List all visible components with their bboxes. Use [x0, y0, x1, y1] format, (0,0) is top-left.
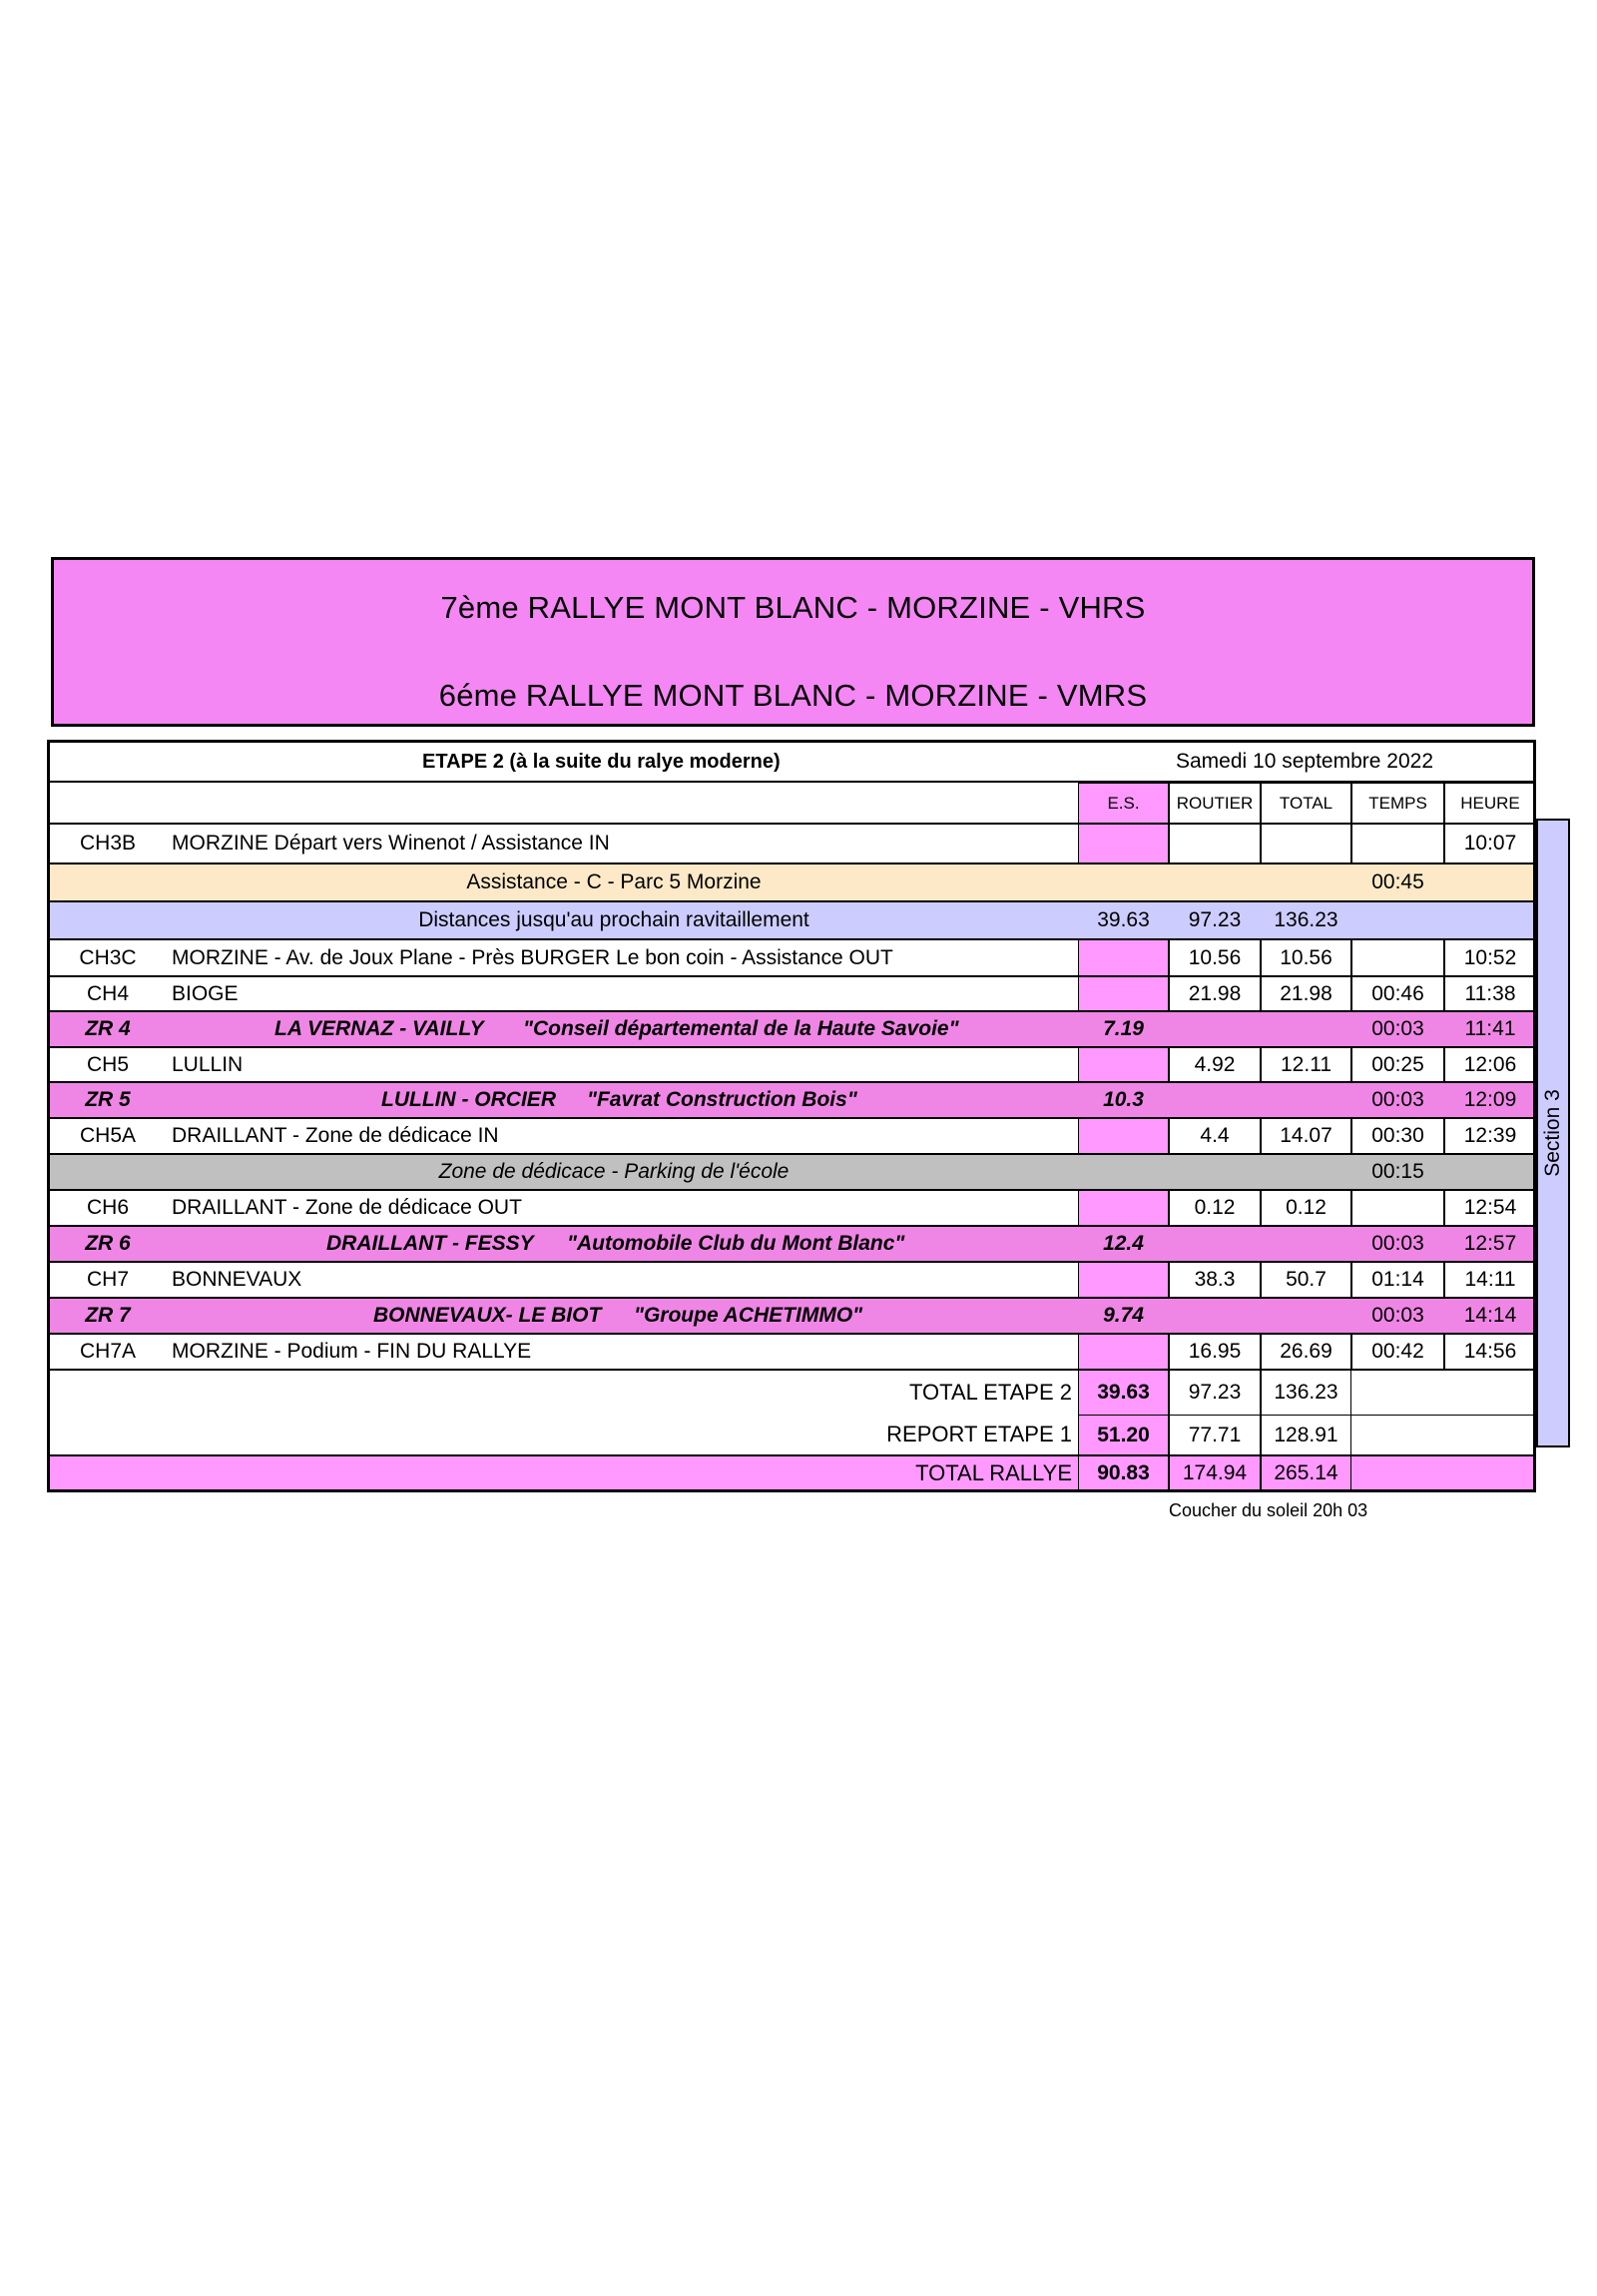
row-es	[1078, 825, 1169, 862]
zr-code: ZR 5	[85, 1088, 131, 1111]
row-label: DRAILLANT - Zone de dédicace OUT	[172, 1196, 522, 1219]
row-es	[1078, 1191, 1169, 1225]
zr-temps: 00:03	[1371, 1088, 1424, 1111]
row-label: MORZINE - Av. de Joux Plane - Près BURGER Le bon coin - Assistance OUT	[172, 945, 893, 969]
etape-title: ETAPE 2 (à la suite du ralye moderne)	[422, 750, 781, 773]
row-label: DRAILLANT - Zone de dédicace IN	[172, 1124, 499, 1147]
itinerary-table	[47, 740, 1536, 1492]
row-es	[1078, 977, 1169, 1010]
row-routier: 16.95	[1169, 1335, 1261, 1369]
zr-heure: 12:57	[1463, 1232, 1517, 1255]
table-row	[50, 1119, 1533, 1155]
row-label: LULLIN	[172, 1052, 244, 1076]
row-label: MORZINE Départ vers Winenot / Assistance IN	[172, 832, 610, 855]
row-routier: 38.3	[1169, 1263, 1261, 1297]
row-routier: 4.92	[1169, 1048, 1261, 1081]
row-temps: 00:46	[1351, 977, 1444, 1010]
row-label: BIOGE	[172, 981, 239, 1005]
row-heure: 12:54	[1444, 1191, 1536, 1225]
row-heure: 11:38	[1444, 977, 1536, 1010]
row-es	[1078, 1263, 1169, 1297]
row-heure: 14:56	[1444, 1335, 1536, 1369]
row-es	[1078, 940, 1169, 975]
zr-name: DRAILLANT - FESSY	[326, 1232, 534, 1255]
row-code: CH6	[86, 1196, 129, 1219]
row-heure: 10:07	[1444, 825, 1536, 862]
row-total: 50.7	[1261, 1263, 1351, 1297]
zr-es: 10.3	[1103, 1088, 1144, 1111]
zr-sponsor: "Conseil départemental de la Haute Savoie"	[523, 1017, 959, 1040]
row-total	[1261, 825, 1351, 862]
table-row	[50, 1191, 1533, 1227]
row-temps	[1351, 940, 1444, 975]
zr-row	[50, 1012, 1533, 1048]
column-header-row	[50, 783, 1533, 823]
col-heure: HEURE	[1444, 783, 1536, 823]
assistance-row	[50, 864, 1533, 902]
zr-row	[50, 1299, 1533, 1335]
row-es	[1078, 1335, 1169, 1369]
row-temps	[1351, 825, 1444, 862]
zr-es: 7.19	[1103, 1017, 1144, 1040]
table-row	[50, 1335, 1533, 1371]
zr-sponsor: "Favrat Construction Bois"	[587, 1088, 857, 1111]
table-row	[50, 1048, 1533, 1083]
zr-temps: 00:03	[1371, 1304, 1424, 1327]
row-code: CH7	[86, 1268, 129, 1291]
zr-heure: 11:41	[1464, 1017, 1516, 1040]
zone-row	[50, 1155, 1533, 1191]
title-banner	[51, 557, 1535, 727]
row-total: 21.98	[1261, 977, 1351, 1010]
row-temps: 00:30	[1351, 1119, 1444, 1153]
total-total: 136.23	[1261, 1371, 1351, 1415]
title-vmrs: 6éme RALLYE MONT BLANC - MORZINE - VMRS	[438, 678, 1148, 713]
row-routier: 21.98	[1169, 977, 1261, 1010]
total-rallye-row	[50, 1456, 1533, 1489]
table-row	[50, 940, 1533, 977]
row-routier: 4.4	[1169, 1119, 1261, 1153]
report-spacer	[1351, 1415, 1536, 1454]
total-es: 39.63	[1078, 1371, 1169, 1415]
etape-title-row	[50, 743, 1533, 783]
total-etape2-row	[50, 1371, 1533, 1415]
row-es	[1078, 1048, 1169, 1081]
distances-label: Distances jusqu'au prochain ravitaillement	[418, 908, 809, 931]
rallye-routier: 174.94	[1169, 1456, 1261, 1489]
zr-row	[50, 1083, 1533, 1119]
zr-name: BONNEVAUX- LE BIOT	[373, 1304, 602, 1327]
zr-row	[50, 1227, 1533, 1263]
table-row	[50, 823, 1533, 864]
row-code: CH5A	[79, 1124, 137, 1147]
rallye-es: 90.83	[1078, 1456, 1169, 1489]
col-temps: TEMPS	[1351, 783, 1444, 823]
report-total: 128.91	[1261, 1415, 1351, 1454]
zr-sponsor: "Automobile Club du Mont Blanc"	[567, 1232, 905, 1255]
etape-date: Samedi 10 septembre 2022	[1176, 750, 1433, 773]
row-heure: 14:11	[1444, 1263, 1536, 1297]
row-temps: 01:14	[1351, 1263, 1444, 1297]
row-label: BONNEVAUX	[172, 1268, 302, 1291]
zr-sponsor: "Groupe ACHETIMMO"	[634, 1304, 863, 1327]
zone-temps: 00:15	[1371, 1160, 1424, 1183]
row-heure: 12:39	[1444, 1119, 1536, 1153]
rallye-total: 265.14	[1261, 1456, 1351, 1489]
total-routier: 97.23	[1169, 1371, 1261, 1415]
row-code: CH5	[86, 1052, 129, 1076]
row-total: 10.56	[1261, 940, 1351, 975]
report-es: 51.20	[1078, 1415, 1169, 1454]
row-label: MORZINE - Podium - FIN DU RALLYE	[172, 1340, 532, 1363]
distances-es: 39.63	[1097, 908, 1150, 931]
distances-row	[50, 902, 1533, 940]
row-heure: 12:06	[1444, 1048, 1536, 1081]
row-heure: 10:52	[1444, 940, 1536, 975]
row-temps	[1351, 1191, 1444, 1225]
zr-heure: 14:14	[1463, 1304, 1517, 1327]
zr-temps: 00:03	[1371, 1017, 1424, 1040]
col-es: E.S.	[1078, 783, 1169, 823]
row-es	[1078, 1119, 1169, 1153]
zone-label: Zone de dédicace - Parking de l'école	[438, 1160, 790, 1183]
section-3-tab	[1536, 819, 1570, 1447]
row-total: 26.69	[1261, 1335, 1351, 1369]
col-routier: ROUTIER	[1169, 783, 1261, 823]
table-row	[50, 977, 1533, 1012]
report-etape1-row	[50, 1415, 1533, 1456]
row-code: CH3C	[79, 945, 137, 969]
zr-heure: 12:09	[1463, 1088, 1517, 1111]
sunset-note: Coucher du soleil 20h 03	[1169, 1500, 1368, 1520]
rallye-label: TOTAL RALLYE	[915, 1459, 1072, 1485]
zr-name: LA VERNAZ - VAILLY	[274, 1017, 484, 1040]
total-label: TOTAL ETAPE 2	[908, 1380, 1072, 1405]
row-temps: 00:25	[1351, 1048, 1444, 1081]
report-routier: 77.71	[1169, 1415, 1261, 1454]
row-routier	[1169, 825, 1261, 862]
assistance-temps: 00:45	[1371, 870, 1424, 893]
distances-total: 136.23	[1274, 908, 1338, 931]
section-3-label: Section 3	[1541, 1089, 1564, 1177]
row-total: 14.07	[1261, 1119, 1351, 1153]
report-label: REPORT ETAPE 1	[886, 1422, 1072, 1446]
title-vhrs: 7ème RALLYE MONT BLANC - MORZINE - VHRS	[440, 590, 1146, 625]
row-total: 0.12	[1261, 1191, 1351, 1225]
row-routier: 0.12	[1169, 1191, 1261, 1225]
zr-code: ZR 7	[85, 1304, 131, 1327]
zr-code: ZR 4	[85, 1017, 131, 1040]
zr-es: 9.74	[1103, 1304, 1144, 1327]
assistance-label: Assistance - C - Parc 5 Morzine	[466, 870, 762, 893]
distances-routier: 97.23	[1188, 908, 1242, 931]
row-code: CH7A	[79, 1340, 137, 1363]
table-row	[50, 1263, 1533, 1299]
row-code: CH4	[86, 981, 129, 1005]
zr-name: LULLIN - ORCIER	[381, 1088, 556, 1111]
zr-code: ZR 6	[85, 1232, 131, 1255]
row-routier: 10.56	[1169, 940, 1261, 975]
zr-es: 12.4	[1103, 1232, 1144, 1255]
row-temps: 00:42	[1351, 1335, 1444, 1369]
row-total: 12.11	[1261, 1048, 1351, 1081]
col-total: TOTAL	[1261, 783, 1351, 823]
zr-temps: 00:03	[1371, 1232, 1424, 1255]
row-code: CH3B	[79, 832, 137, 855]
